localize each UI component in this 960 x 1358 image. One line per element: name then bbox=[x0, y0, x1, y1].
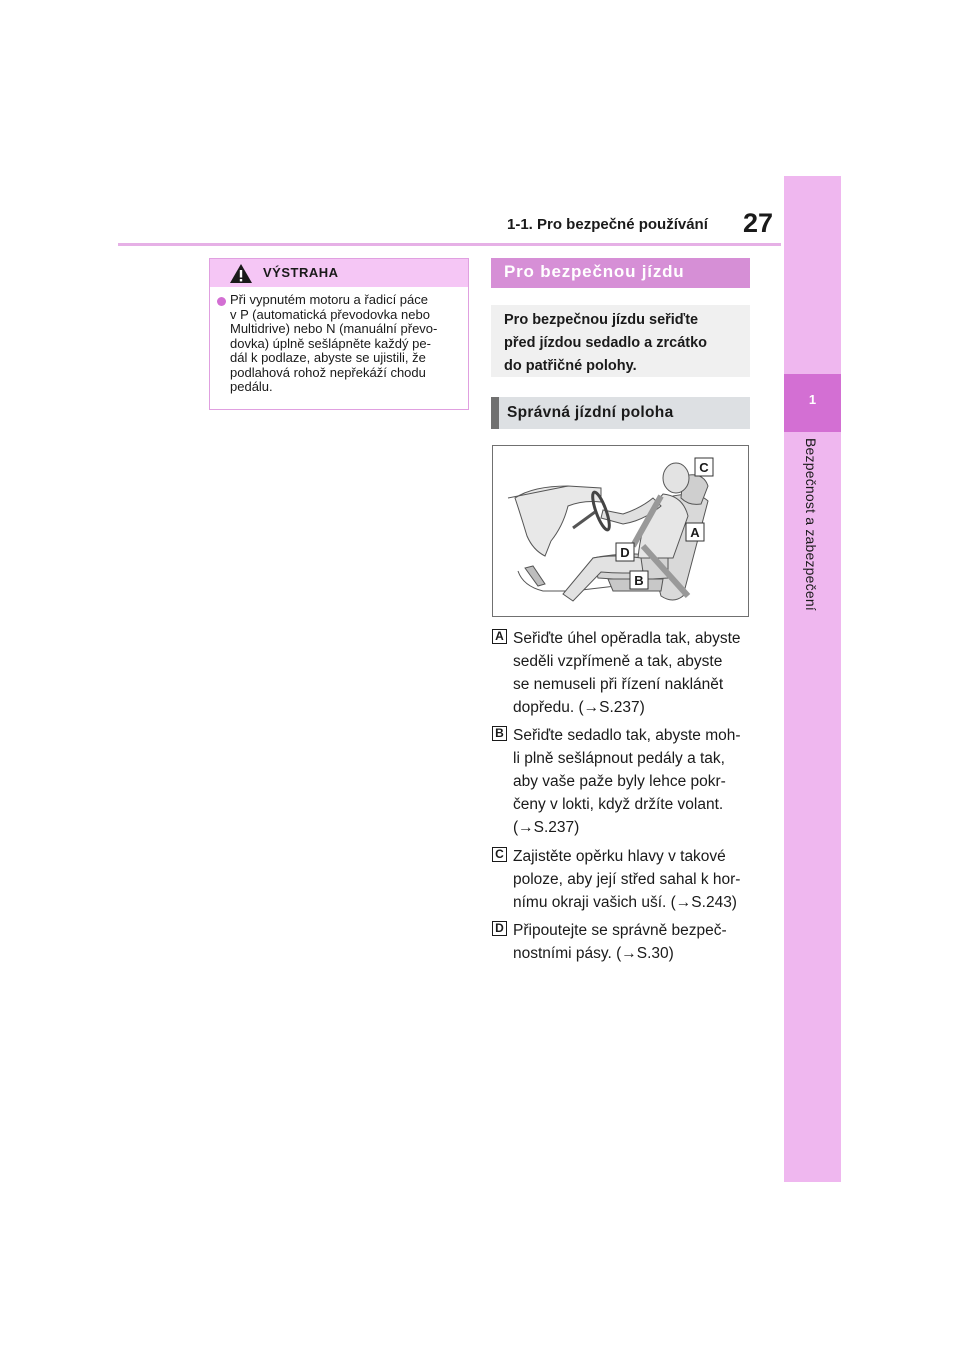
item-letter-box: D bbox=[492, 921, 507, 936]
subsection-heading-bar bbox=[491, 397, 499, 429]
warning-triangle-icon bbox=[229, 263, 253, 284]
warning-title: VÝSTRAHA bbox=[263, 265, 339, 280]
item-line: Zajistěte opěrku hlavy v takové bbox=[513, 848, 726, 865]
item-line: Připoutejte se správně bezpeč- bbox=[513, 922, 727, 939]
intro-line: Pro bezpečnou jízdu seřiďte bbox=[504, 312, 699, 328]
item-text bbox=[513, 845, 753, 914]
item-text bbox=[513, 724, 753, 839]
warning-header bbox=[210, 259, 468, 287]
bullet-icon bbox=[217, 297, 226, 306]
warning-line: Při vypnutém motoru a řadicí páce bbox=[230, 292, 428, 307]
item-text bbox=[513, 919, 753, 965]
chapter-number: 1 bbox=[808, 392, 817, 407]
item-line: dopředu. (→S.237) bbox=[513, 699, 645, 716]
warning-line: dovka) úplně sešlápněte každý pe- bbox=[230, 335, 431, 351]
chapter-title: Bezpečnost a zabezpečení bbox=[803, 438, 819, 611]
section-heading bbox=[491, 258, 750, 288]
item-line: li plně sešlápnout pedály a tak, bbox=[513, 750, 725, 767]
item-line: aby vaše paže byly lehce pokr- bbox=[513, 773, 726, 790]
item-line: nímu okraji vašich uší. (→S.243) bbox=[513, 894, 737, 911]
intro-box bbox=[491, 305, 750, 377]
driver-seat-illustration bbox=[493, 446, 750, 618]
item-text bbox=[513, 627, 753, 719]
item-line: poloze, aby její střed sahal k hor- bbox=[513, 871, 741, 888]
item-letter-box: B bbox=[492, 726, 507, 741]
item-line: čeny v lokti, když držíte volant. bbox=[513, 796, 724, 813]
item-line: Seřiďte úhel opěradla tak, abyste bbox=[513, 630, 741, 647]
warning-line: v P (automatická převodovka nebo bbox=[230, 306, 430, 322]
page-number: 27 bbox=[743, 208, 774, 238]
figure-label-d: D bbox=[620, 545, 630, 560]
warning-body bbox=[210, 287, 468, 395]
warning-line: dál k podlaze, abyste se ujistili, že bbox=[230, 350, 426, 365]
warning-box bbox=[209, 258, 469, 410]
intro-line: před jízdou sedadlo a zrcátko bbox=[504, 335, 708, 351]
figure-label-a: A bbox=[690, 525, 700, 540]
intro-line: do patřičné polohy. bbox=[504, 358, 637, 374]
item-line: seděli vzpřímeně a tak, abyste bbox=[513, 653, 723, 670]
item-line: (→S.237) bbox=[513, 819, 580, 836]
driving-position-figure bbox=[492, 445, 749, 617]
figure-label-c: C bbox=[699, 460, 709, 475]
warning-line: pedálu. bbox=[230, 379, 273, 394]
item-line: nostními pásy. (→S.30) bbox=[513, 945, 674, 962]
item-letter-box: A bbox=[492, 629, 507, 644]
header-divider bbox=[118, 243, 781, 246]
header-section-title: 1-1. Pro bezpečné používání bbox=[507, 216, 708, 233]
warning-line: podlahová rohož nepřekáží chodu bbox=[230, 364, 426, 380]
figure-label-b: B bbox=[634, 573, 644, 588]
item-line: Seřiďte sedadlo tak, abyste moh- bbox=[513, 727, 741, 744]
warning-line: Multidrive) nebo N (manuální převo- bbox=[230, 321, 438, 336]
chapter-side-tab bbox=[784, 176, 841, 1182]
item-letter-box: C bbox=[492, 847, 507, 862]
subsection-title: Správná jízdní poloha bbox=[507, 404, 674, 421]
section-title: Pro bezpečnou jízdu bbox=[504, 262, 685, 281]
item-line: se nemuseli při řízení naklánět bbox=[513, 676, 724, 693]
subsection-heading bbox=[491, 397, 750, 429]
intro-text bbox=[504, 309, 744, 378]
